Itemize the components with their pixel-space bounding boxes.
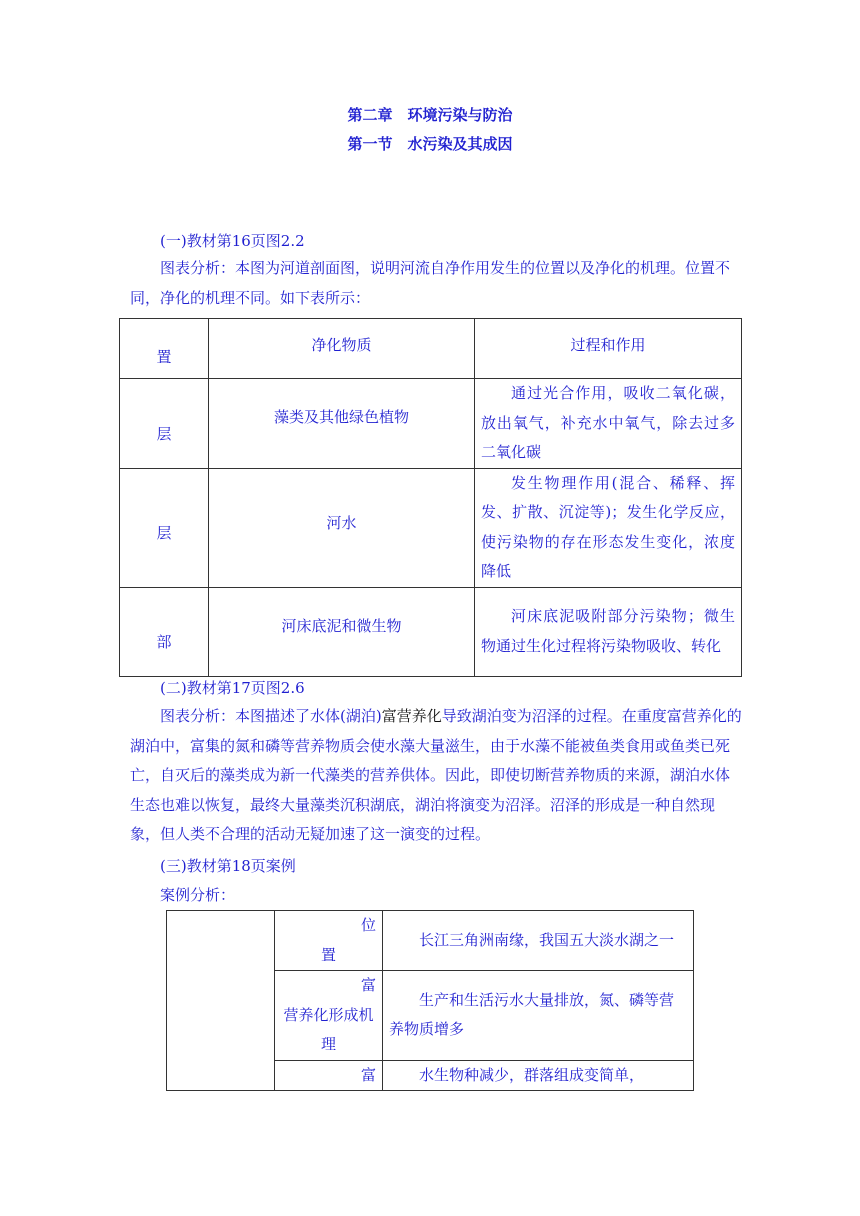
process-cell: 河床底泥吸附部分污染物；微生物通过生化过程将污染物吸收、转化 xyxy=(475,587,742,676)
section-title: 第一节 水污染及其成因 xyxy=(347,135,513,153)
part2-analysis xyxy=(130,702,742,850)
mechanism-label-cell xyxy=(275,971,383,1061)
part2-label: (二)教材第17页图2.6 xyxy=(160,679,305,697)
chapter-title: 第二章 环境污染与防治 xyxy=(347,106,513,124)
case-table xyxy=(166,910,694,1091)
table-header-row xyxy=(120,319,742,379)
mechanism-label-bottom: 理 xyxy=(320,1035,336,1053)
process-cell: 发生物理作用(混合、稀释、挥发、扩散、沉淀等)；发生化学反应，使污染物的存在形态发生变化，浓度降低 xyxy=(475,468,742,587)
impact-value-cell: 水生物种减少，群落组成变简单， xyxy=(383,1060,694,1091)
impact-label-top: 富 xyxy=(360,1065,376,1084)
position-cell: 部 xyxy=(120,587,209,676)
table-row xyxy=(120,468,742,587)
part2-keyword: 富营养化 xyxy=(381,707,442,725)
table-row xyxy=(167,911,694,971)
mechanism-label-mid: 营养化形成机 xyxy=(283,1005,374,1024)
mechanism-label-top: 富 xyxy=(360,976,376,994)
table-row xyxy=(120,587,742,676)
table-row xyxy=(120,379,742,469)
location-label-top: 位 xyxy=(360,916,376,934)
location-value-cell: 长江三角洲南缘，我国五大淡水湖之一 xyxy=(383,911,694,971)
position-cell: 层 xyxy=(120,379,209,469)
case-name-cell xyxy=(167,911,275,1091)
header-process-cell: 过程和作用 xyxy=(475,319,742,379)
position-cell: 层 xyxy=(120,468,209,587)
location-label-bottom: 置 xyxy=(320,945,336,964)
header-position-cell: 置 xyxy=(120,319,209,379)
part3-label: (三)教材第18页案例 xyxy=(160,857,296,875)
process-cell: 通过光合作用，吸收二氧化碳，放出氧气，补充水中氧气，除去过多二氧化碳 xyxy=(475,379,742,469)
substance-cell: 河水 xyxy=(209,468,475,587)
substance-cell: 河床底泥和微生物 xyxy=(209,587,475,676)
part2-analysis-rest: 导致湖泊变为沼泽的过程。在重度富营养化的湖泊中，富集的氮和磷等营养物质会使水藻大量滋生，由于水藻不能被鱼类食用或鱼类已死亡，自灭后的藻类成为新一代藻类的营养供体。因此，即使切断营养物质的来源，湖泊水体生态也难以恢复，最终大量藻类沉积湖底，湖泊将演变为沼泽。沼泽的形成是一种自然现象，但人类不合理的活动无疑加速了这一演变的过程。 xyxy=(130,707,742,843)
part1-label: (一)教材第16页图2.2 xyxy=(160,232,305,250)
part2-analysis-start: 图表分析：本图描述了水体(湖泊) xyxy=(160,707,382,725)
part1-analysis: 图表分析：本图为河道剖面图，说明河流自净作用发生的位置以及净化的机理。位置不同，净化的机理不同。如下表所示： xyxy=(130,259,731,307)
substance-cell: 藻类及其他绿色植物 xyxy=(209,379,475,469)
purification-table xyxy=(119,318,742,677)
location-label-cell xyxy=(275,911,383,971)
header-substance-cell: 净化物质 xyxy=(209,319,475,379)
impact-label-cell xyxy=(275,1060,383,1091)
case-analysis-label: 案例分析： xyxy=(160,886,236,904)
mechanism-value-cell: 生产和生活污水大量排放，氮、磷等营养物质增多 xyxy=(383,971,694,1061)
